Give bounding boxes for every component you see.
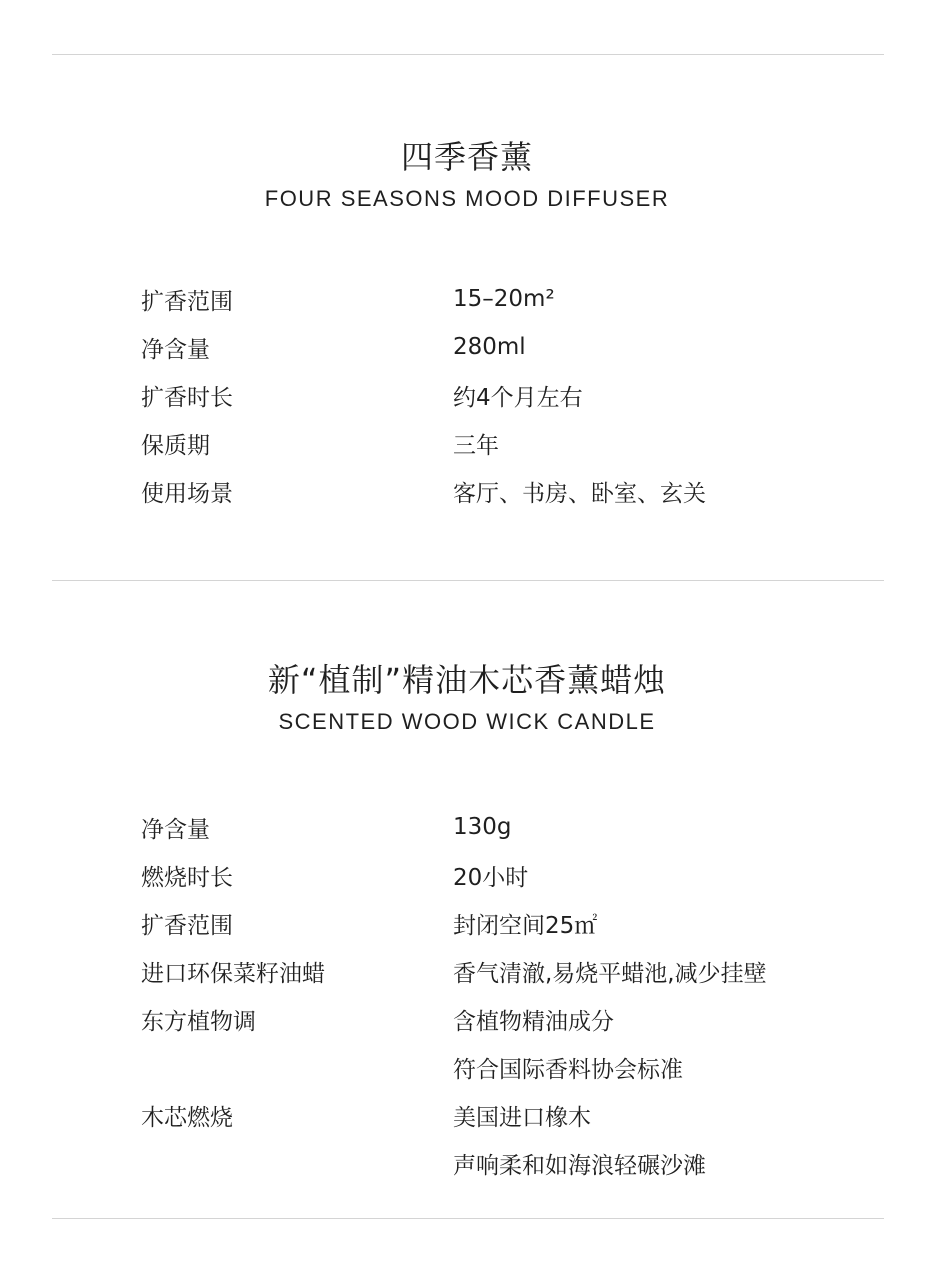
spec-row [141,995,841,1043]
spec-label: 净含量 [141,816,210,843]
spec-table [141,275,841,515]
spec-label: 扩香时长 [141,384,233,411]
divider-top [52,54,884,55]
spec-value: 280ml [453,334,526,360]
spec-row [141,275,841,323]
spec-value: 20小时 [453,864,529,891]
spec-label: 东方植物调 [141,1008,256,1035]
spec-value: 声响柔和如海浪轻碾沙滩 [453,1152,706,1179]
divider-middle [52,580,884,581]
spec-row [141,323,841,371]
spec-row [141,1091,841,1139]
spec-value: 15–20m² [453,286,555,312]
spec-row [141,899,841,947]
spec-value: 符合国际香料协会标准 [453,1056,683,1083]
spec-value: 含植物精油成分 [453,1008,614,1035]
spec-label: 净含量 [141,336,210,363]
spec-label: 木芯燃烧 [141,1104,233,1131]
section-title-en: FOUR SEASONS MOOD DIFFUSER [264,186,670,211]
spec-label: 保质期 [141,432,210,459]
spec-value: 约4个月左右 [453,384,583,411]
spec-label: 扩香范围 [141,288,233,315]
spec-label: 进口环保菜籽油蜡 [141,960,325,987]
section-title-en: SCENTED WOOD WICK CANDLE [278,709,656,734]
spec-row [141,419,841,467]
spec-value: 封闭空间25㎡ [453,912,598,939]
spec-value: 130g [453,814,512,840]
spec-table [141,803,841,1187]
spec-value: 三年 [453,432,499,459]
spec-row [141,467,841,515]
spec-value: 客厅、书房、卧室、玄关 [453,480,706,507]
spec-row [141,803,841,851]
spec-row [141,1139,841,1187]
divider-bottom [52,1218,884,1219]
spec-row [141,851,841,899]
section-title-cn: 四季香薰 [400,138,533,176]
spec-row [141,1043,841,1091]
spec-label: 燃烧时长 [141,864,233,891]
spec-value: 美国进口橡木 [453,1104,591,1131]
spec-row [141,947,841,995]
spec-row [141,371,841,419]
section-title-cn: 新“植制”精油木芯香薰蜡烛 [267,661,667,699]
spec-label: 扩香范围 [141,912,233,939]
spec-value: 香气清澈,易烧平蜡池,减少挂壁 [453,960,767,987]
spec-label: 使用场景 [141,480,233,507]
